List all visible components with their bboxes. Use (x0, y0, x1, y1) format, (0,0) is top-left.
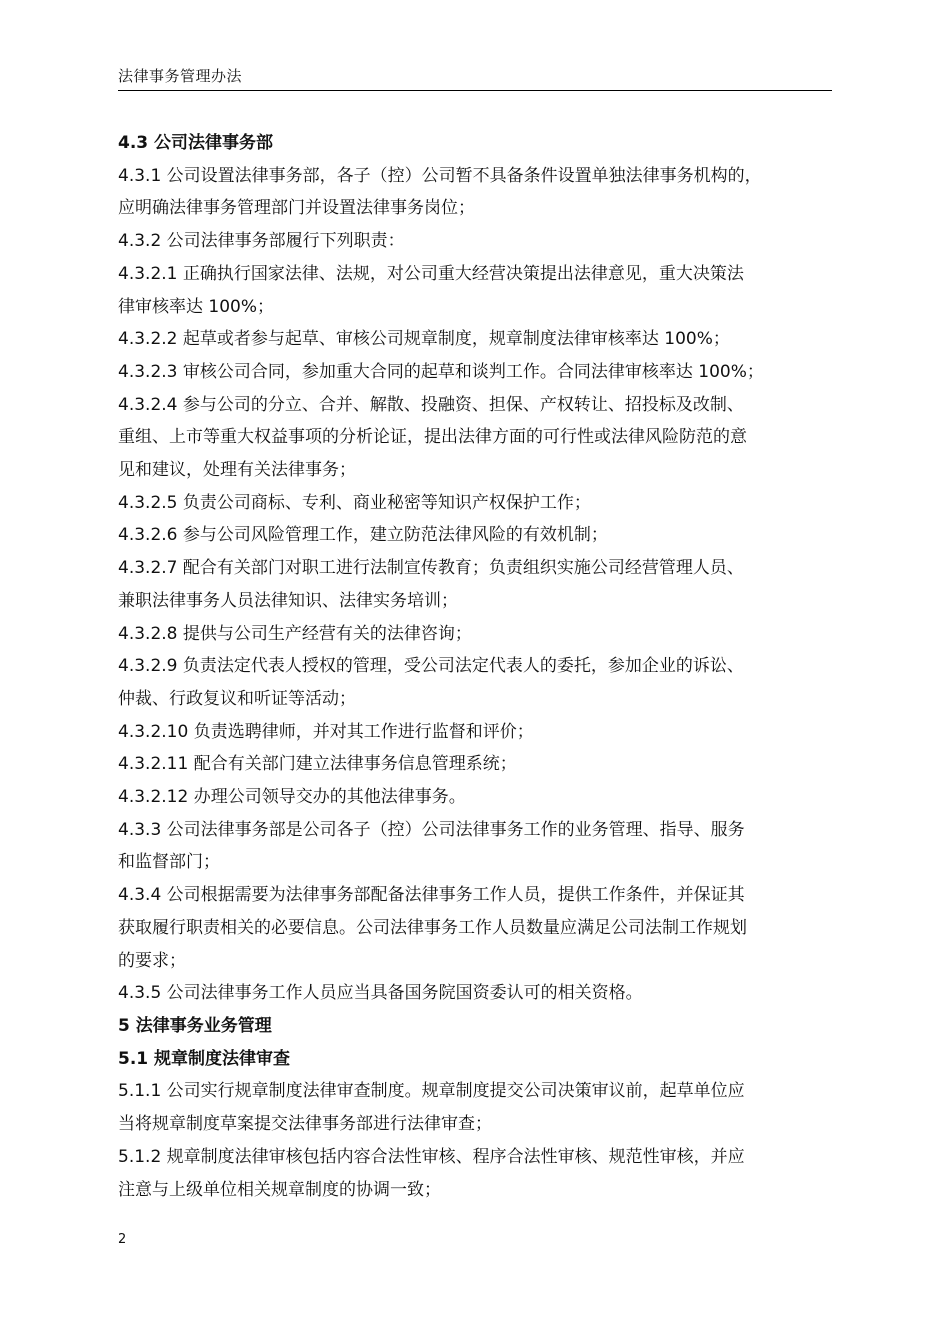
paragraph-line: 4.3.2 公司法律事务部履行下列职责： (118, 231, 405, 252)
paragraph-line: 注意与上级单位相关规章制度的协调一致； (118, 1179, 441, 1200)
paragraph-line: 和监督部门； (118, 852, 220, 873)
paragraph-line: 4.3.2.1 正确执行国家法律、法规，对公司重大经营决策提出法律意见，重大决策法 (118, 263, 744, 284)
paragraph-line: 应明确法律事务管理部门并设置法律事务岗位； (118, 198, 475, 219)
document-body (118, 127, 832, 1206)
paragraph-line: 重组、上市等重大权益事项的分析论证，提出法律方面的可行性或法律风险防范的意 (118, 427, 747, 448)
paragraph-line: 4.3.2.10 负责选聘律师，并对其工作进行监督和评价； (118, 721, 534, 742)
section-heading-4-3: 4.3 公司法律事务部 (118, 133, 274, 153)
paragraph-line: 当将规章制度草案提交法律事务部进行法律审查； (118, 1114, 492, 1135)
paragraph-line: 获取履行职责相关的必要信息。公司法律事务工作人员数量应满足公司法制工作规划 (118, 917, 747, 938)
paragraph-line: 见和建议，处理有关法律事务； (118, 460, 356, 481)
paragraph-line: 的要求； (118, 950, 186, 971)
paragraph-line: 4.3.2.11 配合有关部门建立法律事务信息管理系统； (118, 754, 517, 775)
header-title: 法律事务管理办法 (118, 67, 243, 85)
paragraph-line: 5.1.2 规章制度法律审核包括内容合法性审核、程序合法性审核、规范性审核，并应 (118, 1146, 745, 1167)
paragraph-line: 4.3.5 公司法律事务工作人员应当具备国务院国资委认可的相关资格。 (118, 983, 643, 1004)
paragraph-line: 兼职法律事务人员法律知识、法律实务培训； (118, 590, 458, 611)
paragraph-line: 4.3.2.7 配合有关部门对职工进行法制宣传教育；负责组织实施公司经营管理人员、 (118, 558, 744, 579)
paragraph-line: 4.3.2.3 审核公司合同，参加重大合同的起草和谈判工作。合同法律审核率达 100%； (118, 361, 764, 382)
section-heading-5: 5 法律事务业务管理 (118, 1015, 272, 1036)
paragraph-line: 4.3.2.12 办理公司领导交办的其他法律事务。 (118, 787, 466, 808)
paragraph-line: 4.3.4 公司根据需要为法律事务部配备法律事务工作人员，提供工作条件，并保证其 (118, 885, 745, 906)
paragraph-line: 4.3.2.6 参与公司风险管理工作，建立防范法律风险的有效机制； (118, 525, 608, 546)
paragraph-line: 律审核率达 100%； (118, 296, 275, 317)
paragraph-line: 4.3.2.5 负责公司商标、专利、商业秘密等知识产权保护工作； (118, 492, 591, 513)
section-heading-5-1: 5.1 规章制度法律审查 (118, 1048, 291, 1069)
paragraph-line: 4.3.2.2 起草或者参与起草、审核公司规章制度，规章制度法律审核率达 100%； (118, 329, 730, 350)
paragraph-line: 仲裁、行政复议和听证等活动； (118, 688, 356, 709)
paragraph-line: 4.3.2.9 负责法定代表人授权的管理，受公司法定代表人的委托，参加企业的诉讼、 (118, 656, 744, 677)
page-header (118, 66, 832, 91)
paragraph-line: 4.3.1 公司设置法律事务部，各子（控）公司暂不具备条件设置单独法律事务机构的， (118, 165, 762, 186)
paragraph-line: 5.1.1 公司实行规章制度法律审查制度。规章制度提交公司决策审议前，起草单位应 (118, 1081, 745, 1102)
paragraph-line: 4.3.3 公司法律事务部是公司各子（控）公司法律事务工作的业务管理、指导、服务 (118, 819, 745, 840)
paragraph-line: 4.3.2.4 参与公司的分立、合并、解散、投融资、担保、产权转让、招投标及改制、 (118, 394, 744, 415)
page-number: 2 (118, 1232, 127, 1247)
paragraph-line: 4.3.2.8 提供与公司生产经营有关的法律咨询； (118, 623, 472, 644)
